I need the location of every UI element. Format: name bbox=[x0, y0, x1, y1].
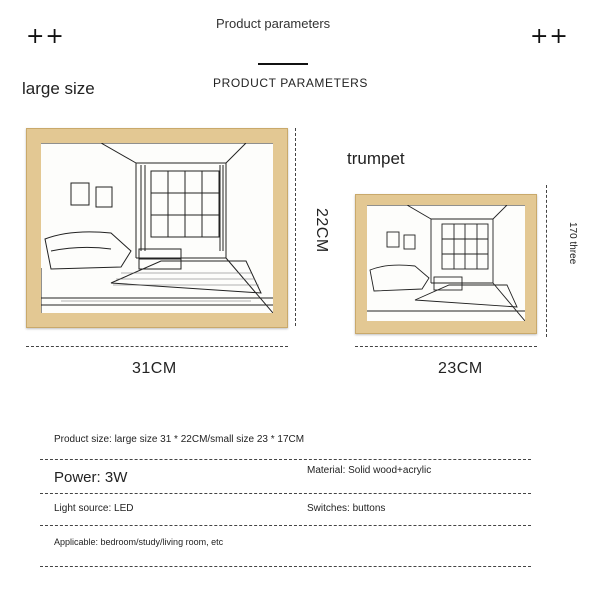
large-frame bbox=[26, 128, 288, 328]
room-line-art-small bbox=[367, 205, 525, 321]
large-height-label: 22CM bbox=[313, 208, 330, 253]
large-width-label: 31CM bbox=[132, 360, 177, 377]
page-title: PRODUCT PARAMETERS bbox=[213, 76, 369, 90]
spec-power: Power: 3W bbox=[54, 469, 128, 486]
small-height-label: 170 three bbox=[567, 222, 578, 265]
spec-switches: Switches: buttons bbox=[307, 503, 386, 514]
small-width-dimension-line bbox=[355, 346, 537, 347]
top-title: Product parameters bbox=[216, 16, 331, 31]
spec-divider-1 bbox=[40, 459, 531, 460]
room-line-art bbox=[41, 143, 273, 313]
spec-light-source: Light source: LED bbox=[54, 503, 134, 514]
large-room-illustration bbox=[41, 143, 273, 313]
small-room-illustration bbox=[367, 205, 525, 321]
small-size-label: trumpet bbox=[347, 149, 405, 168]
large-height-dimension-line bbox=[295, 128, 296, 326]
large-size-label: large size bbox=[22, 79, 95, 98]
spec-applicable: Applicable: bedroom/study/living room, etc bbox=[54, 537, 224, 547]
spec-divider-3 bbox=[40, 525, 531, 526]
spec-product-size: Product size: large size 31 * 22CM/small size 23 * 17CM bbox=[54, 434, 305, 445]
spec-material: Material: Solid wood+acrylic bbox=[307, 465, 432, 476]
small-width-label: 23CM bbox=[438, 360, 483, 377]
plus-left-icon: ++ bbox=[26, 24, 65, 49]
title-rule bbox=[258, 63, 308, 65]
spec-divider-2 bbox=[40, 493, 531, 494]
spec-divider-4 bbox=[40, 566, 531, 567]
small-height-dimension-line bbox=[546, 185, 547, 337]
large-width-dimension-line bbox=[26, 346, 288, 347]
small-frame bbox=[355, 194, 537, 334]
plus-right-icon: ++ bbox=[530, 24, 569, 49]
